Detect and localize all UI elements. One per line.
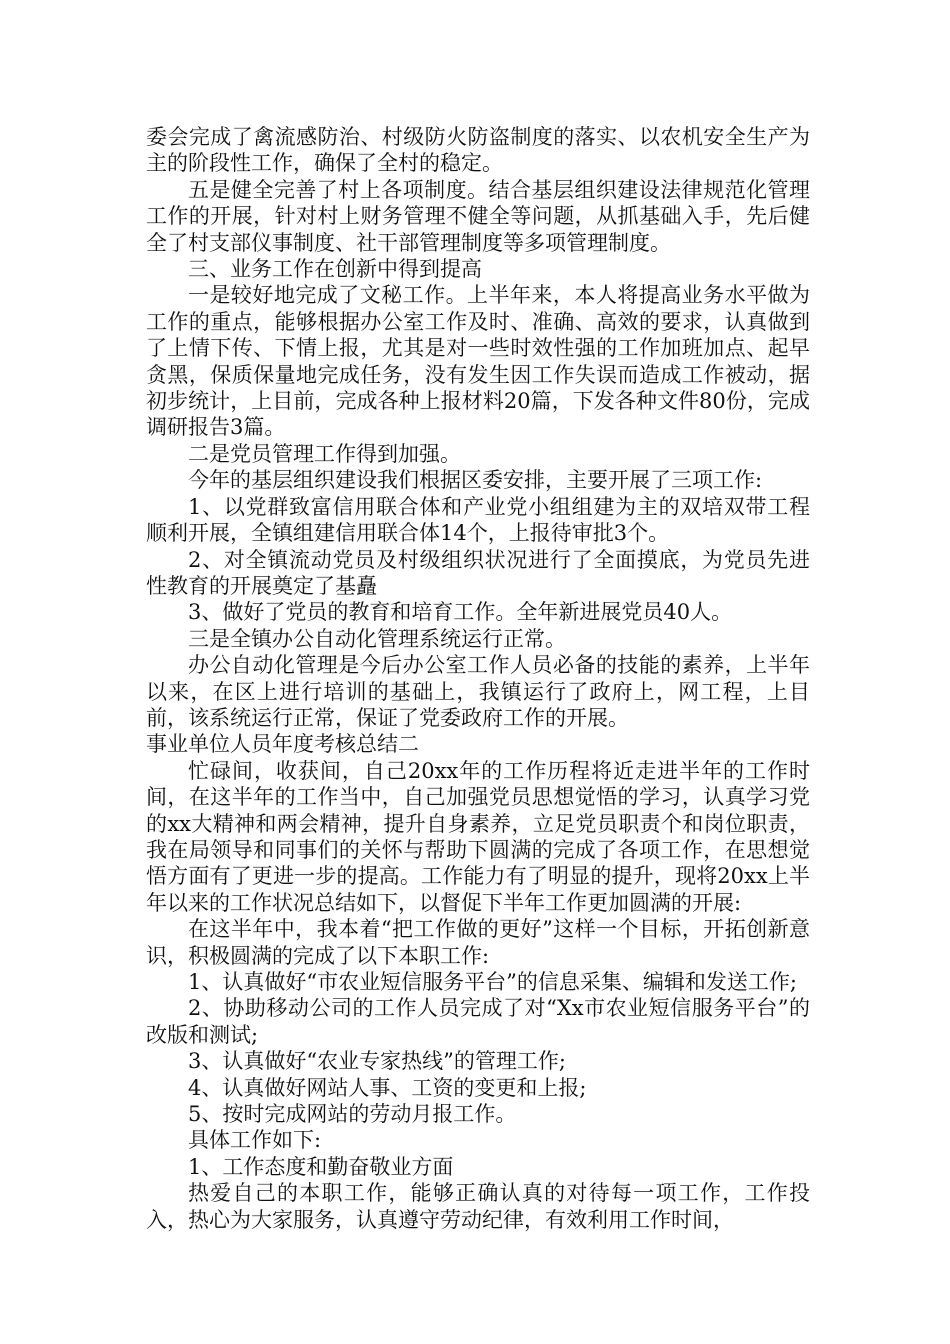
paragraph: 热爱自己的本职工作，能够正确认真的对待每一项工作，工作投入，热心为大家服务，认真遵守劳动纪律，有效利用工作时间， bbox=[146, 1181, 810, 1232]
list-item: 2、协助移动公司的工作人员完成了对“Xx市农业短信服务平台”的改版和测试; bbox=[146, 996, 810, 1047]
paragraph: 今年的基层组织建设我们根据区委安排，主要开展了三项工作: bbox=[188, 468, 763, 493]
list-item: 1、认真做好“市农业短信服务平台”的信息采集、编辑和发送工作; bbox=[188, 970, 797, 994]
paragraph: 忙碌间，收获间，自己20xx年的工作历程将近走进半年的工作时间，在这半年的工作当中，自己加强党员思想觉悟的学习，认真学习党的xx大精神和两会精神，提升自身素养，立足党员职责个和岗位职责，我在局领导和同事们的关怀与帮助下圆满的完成了各项工作，在思想觉悟方面有了更进一步的提高。工作能力有了明显的提升，现将20xx上半年以来的工作状况总结如下，以督促下半年工作更加圆满的开展: bbox=[146, 758, 810, 915]
paragraph: 三是全镇办公自动化管理系统运行正常。 bbox=[188, 626, 566, 651]
list-item: 2、对全镇流动党员及村级组织状况进行了全面摸底，为党员先进性教育的开展奠定了基矗 bbox=[146, 547, 810, 598]
section-heading: 1、工作态度和勤奋敬业方面 bbox=[188, 1154, 454, 1179]
list-item: 3、认真做好“农业专家热线”的管理工作; bbox=[188, 1049, 566, 1074]
paragraph: 一是较好地完成了文秘工作。上半年来，本人将提高业务水平做为工作的重点，能够根据办公室工作及时、准确、高效的要求，认真做到了上情下传、下情上报，尤其是对一些时效性强的工作加班加点、起早贪黑，保质保量地完成任务，没有发生因工作失误而造成工作被动，据初步统计，上目前，完成各种上报材料20篇，下发各种文件80份，完成调研报告3篇。 bbox=[146, 283, 810, 440]
list-item: 3、做好了党员的教育和培育工作。全年新进展党员40人。 bbox=[188, 600, 733, 625]
paragraph: 具体工作如下: bbox=[188, 1128, 322, 1153]
list-item: 4、认真做好网站人事、工资的变更和上报; bbox=[188, 1075, 587, 1100]
paragraph: 在这半年中，我本着“把工作做的更好”这样一个目标，开拓创新意识，积极圆满的完成了以下本职工作: bbox=[146, 917, 810, 968]
list-item: 1、以党群致富信用联合体和产业党小组组建为主的双培双带工程顺利开展，全镇组建信用联合体14个，上报待审批3个。 bbox=[146, 494, 810, 546]
paragraph: 二是党员管理工作得到加强。 bbox=[188, 441, 461, 466]
paragraph: 办公自动化管理是今后办公室工作人员必备的技能的素养，上半年以来，在区上进行培训的基础上，我镇运行了政府上，网工程，上目前，该系统运行正常，保证了党委政府工作的开展。 bbox=[146, 653, 810, 730]
paragraph: 委会完成了禽流感防治、村级防火防盗制度的落实、以农机安全生产为主的阶段性工作，确保了全村的稳定。 bbox=[146, 125, 810, 176]
paragraph: 五是健全完善了村上各项制度。结合基层组织建设法律规范化管理工作的开展，针对村上财务管理不健全等问题，从抓基础入手，先后健全了村支部仪事制度、社干部管理制度等多项管理制度。 bbox=[146, 177, 810, 255]
section-heading: 三、业务工作在创新中得到提高 bbox=[188, 257, 482, 282]
document-page bbox=[146, 124, 810, 1233]
list-item: 5、按时完成网站的劳动月报工作。 bbox=[188, 1102, 517, 1127]
document-subtitle: 事业单位人员年度考核总结二 bbox=[146, 732, 419, 757]
